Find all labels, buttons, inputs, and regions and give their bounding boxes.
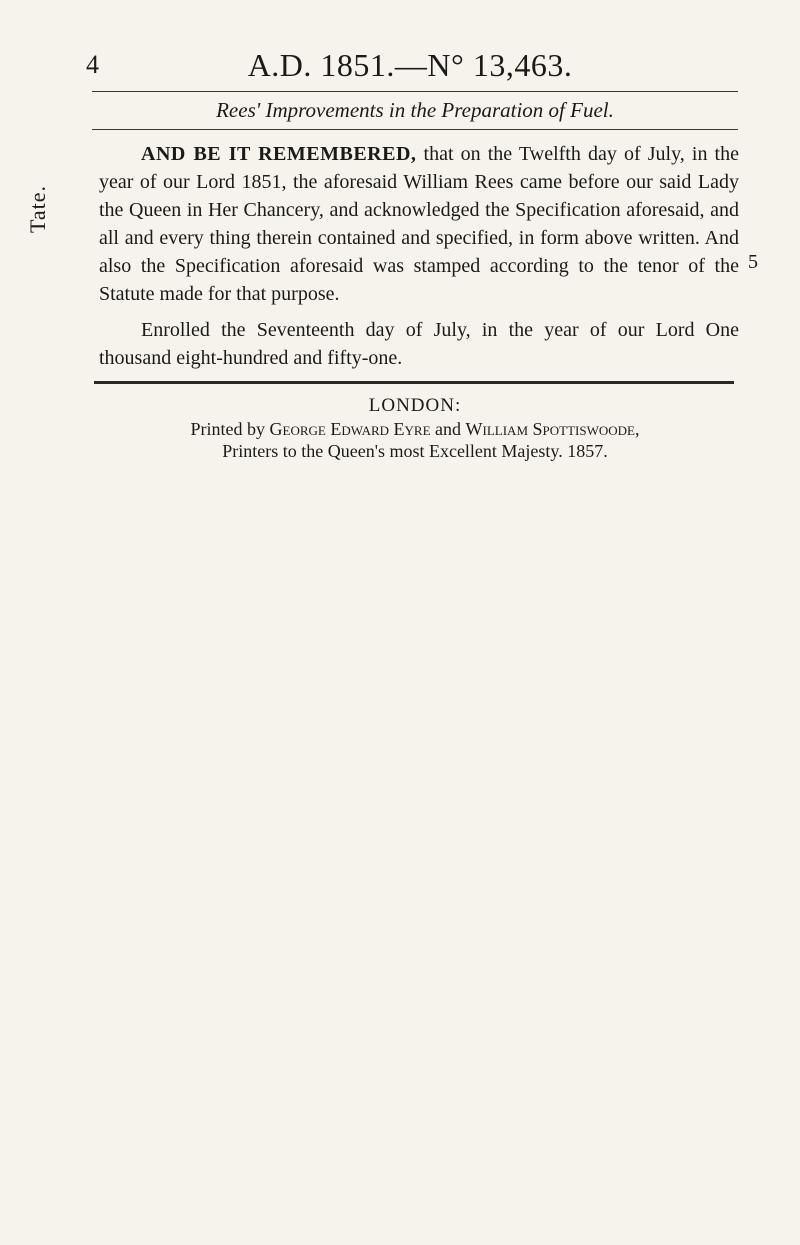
imprint-text: and — [430, 419, 466, 439]
line-number: 5 — [748, 251, 758, 273]
printer-name: William Spottiswoode, — [465, 419, 640, 439]
paragraph-enrolled: Enrolled the Seventeenth day of July, in the year of our Lord One thousand eight-hundred and fifty-one. — [99, 319, 739, 369]
paragraph-remembered — [99, 140, 739, 308]
printer-name: George Edward Eyre — [269, 419, 431, 439]
paragraph-lead: AND BE IT REMEMBERED, — [141, 143, 417, 165]
imprint-text: Printed by — [190, 419, 270, 439]
margin-note: Tate. — [25, 184, 50, 233]
paragraph-text: that on the Twelfth day of July, in the year of our Lord 1851, the aforesaid William Rees came before our said Lady the Queen in Her Chancery, and acknowledged the Specification aforesaid, and all and every thing therein contained and specified, in form above written. And also the Specification aforesaid was stamped according to the tenor of the Statute made for that purpose. — [99, 143, 739, 305]
body-text — [99, 140, 739, 372]
document-subtitle: Rees' Improvements in the Preparation of Fuel. — [216, 98, 614, 122]
imprint-heading: LONDON: — [368, 395, 462, 416]
page-number: 4 — [86, 50, 99, 79]
document-title: A.D. 1851.—N° 13,463. — [247, 47, 573, 83]
imprint — [92, 395, 738, 462]
header-rule-bottom — [92, 129, 738, 130]
imprint-majesty-line: Printers to the Queen's most Excellent Majesty. 1857. — [222, 441, 608, 461]
section-rule — [94, 381, 734, 384]
header-rule-top — [92, 91, 738, 92]
imprint-printers-line — [92, 418, 738, 440]
